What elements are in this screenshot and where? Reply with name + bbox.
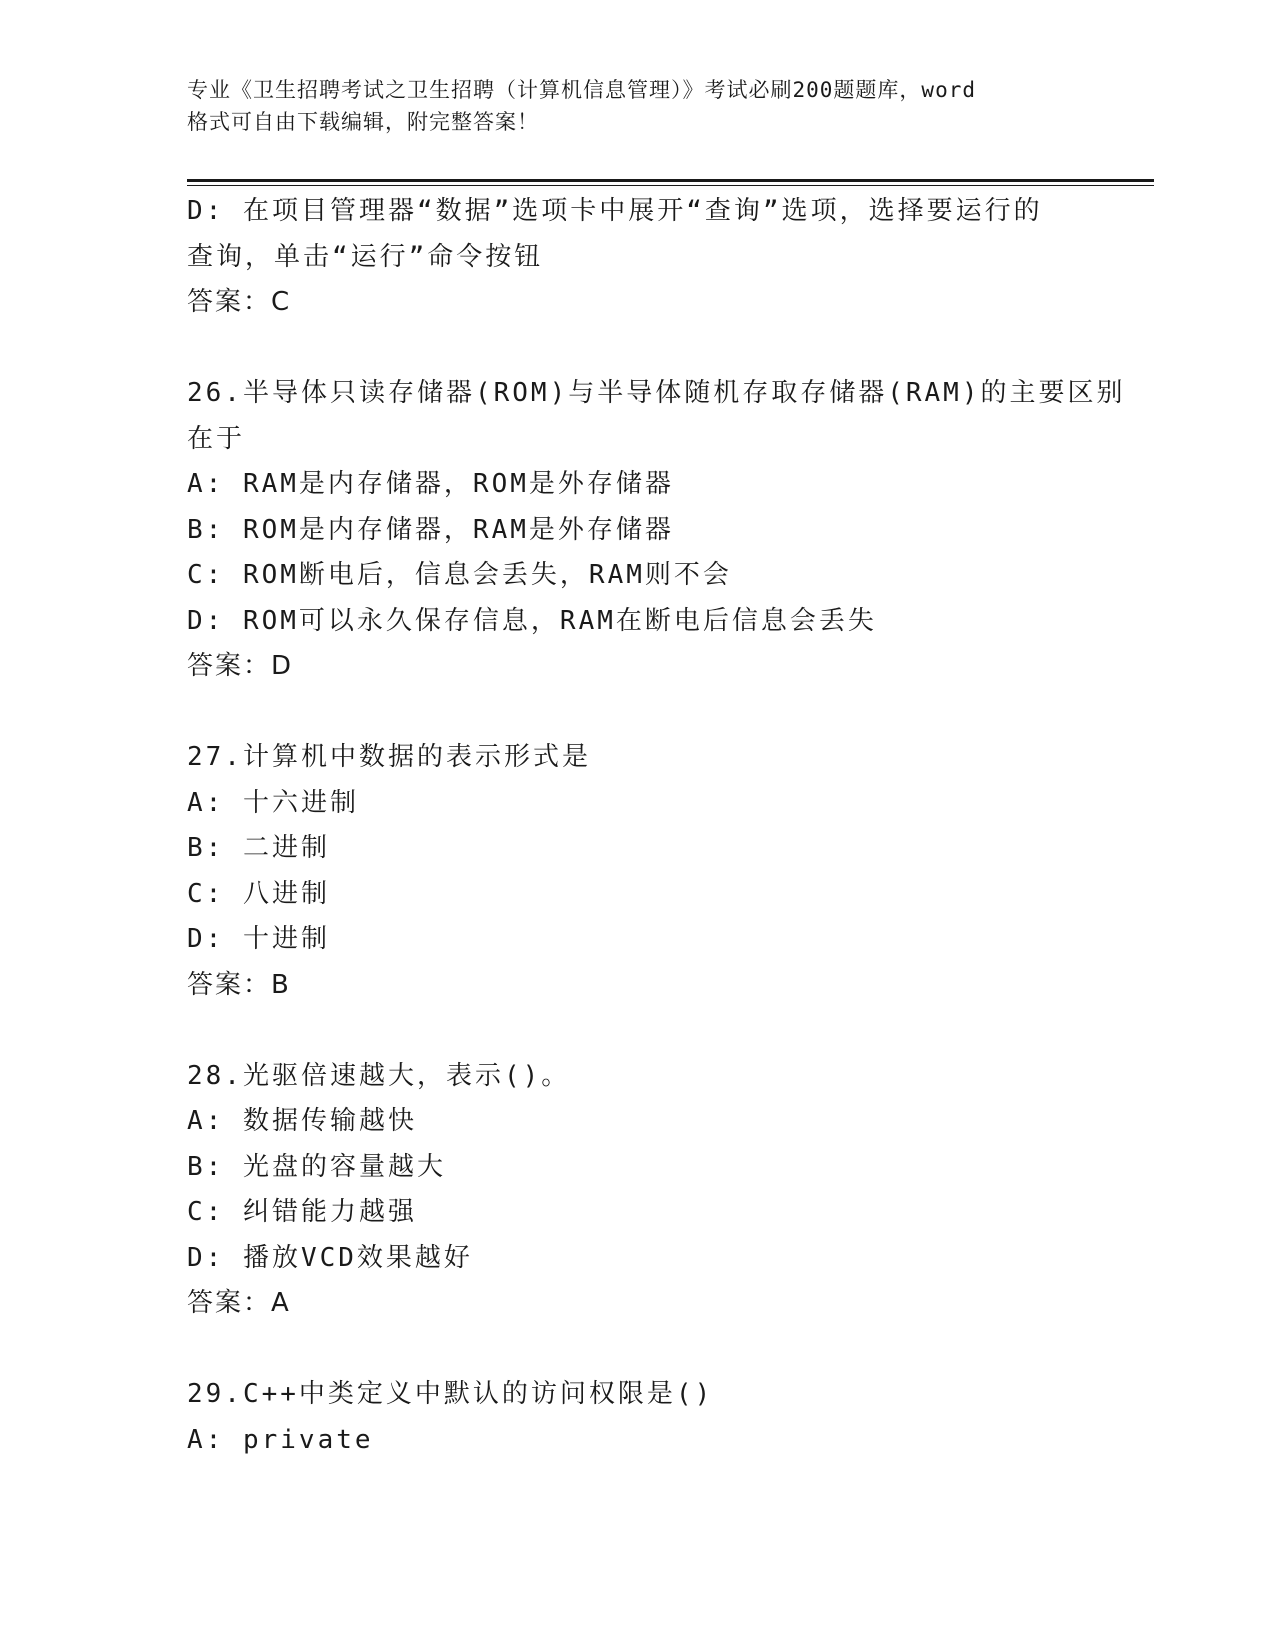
option-d-continued: 查询，单击“运行”命令按钮 — [187, 241, 544, 272]
option-a: A: private — [187, 1424, 374, 1455]
answer-line: 答案：C — [187, 287, 292, 317]
option-d: D: 在项目管理器“数据”选项卡中展开“查询”选项，选择要运行的 — [187, 196, 1043, 226]
question-28 — [187, 1054, 1087, 1327]
option-b: B: 光盘的容量越大 — [187, 1151, 446, 1182]
header-divider-thin — [187, 185, 1154, 186]
option-d: D: ROM可以永久保存信息，RAM在断电后信息会丢失 — [187, 605, 877, 636]
answer-line: 答案：A — [187, 1288, 291, 1318]
option-a: A: 十六进制 — [187, 787, 359, 818]
question-stem-continued: 在于 — [187, 423, 246, 454]
question-25-tail — [187, 189, 1087, 326]
question-27 — [187, 735, 1087, 1008]
question-29 — [187, 1372, 1087, 1463]
option-c: C: 纠错能力越强 — [187, 1197, 417, 1227]
document-header — [187, 74, 1087, 138]
option-a: A: 数据传输越快 — [187, 1106, 417, 1136]
question-stem: 26.半导体只读存储器(ROM)与半导体随机存取存储器(RAM)的主要区别 — [187, 378, 1126, 408]
header-line-1: 专业《卫生招聘考试之卫生招聘（计算机信息管理）》考试必刷200题题库，word — [187, 78, 976, 102]
option-b: B: ROM是内存储器，RAM是外存储器 — [187, 514, 674, 545]
option-d: D: 十进制 — [187, 924, 330, 954]
question-stem: 28.光驱倍速越大，表示()。 — [187, 1060, 571, 1091]
question-stem: 29.C++中类定义中默认的访问权限是() — [187, 1379, 714, 1409]
option-d: D: 播放VCD效果越好 — [187, 1242, 473, 1273]
header-divider-thick — [187, 179, 1154, 182]
question-26 — [187, 371, 1126, 690]
option-c: C: 八进制 — [187, 878, 330, 909]
answer-line: 答案：B — [187, 969, 291, 1000]
option-b: B: 二进制 — [187, 833, 330, 863]
question-stem: 27.计算机中数据的表示形式是 — [187, 742, 591, 772]
option-c: C: ROM断电后，信息会丢失，RAM则不会 — [187, 560, 732, 590]
question-list — [187, 189, 1126, 1463]
header-line-2: 格式可自由下载编辑，附完整答案！ — [187, 110, 539, 134]
option-a: A: RAM是内存储器，ROM是外存储器 — [187, 469, 674, 499]
answer-line: 答案：D — [187, 651, 294, 681]
